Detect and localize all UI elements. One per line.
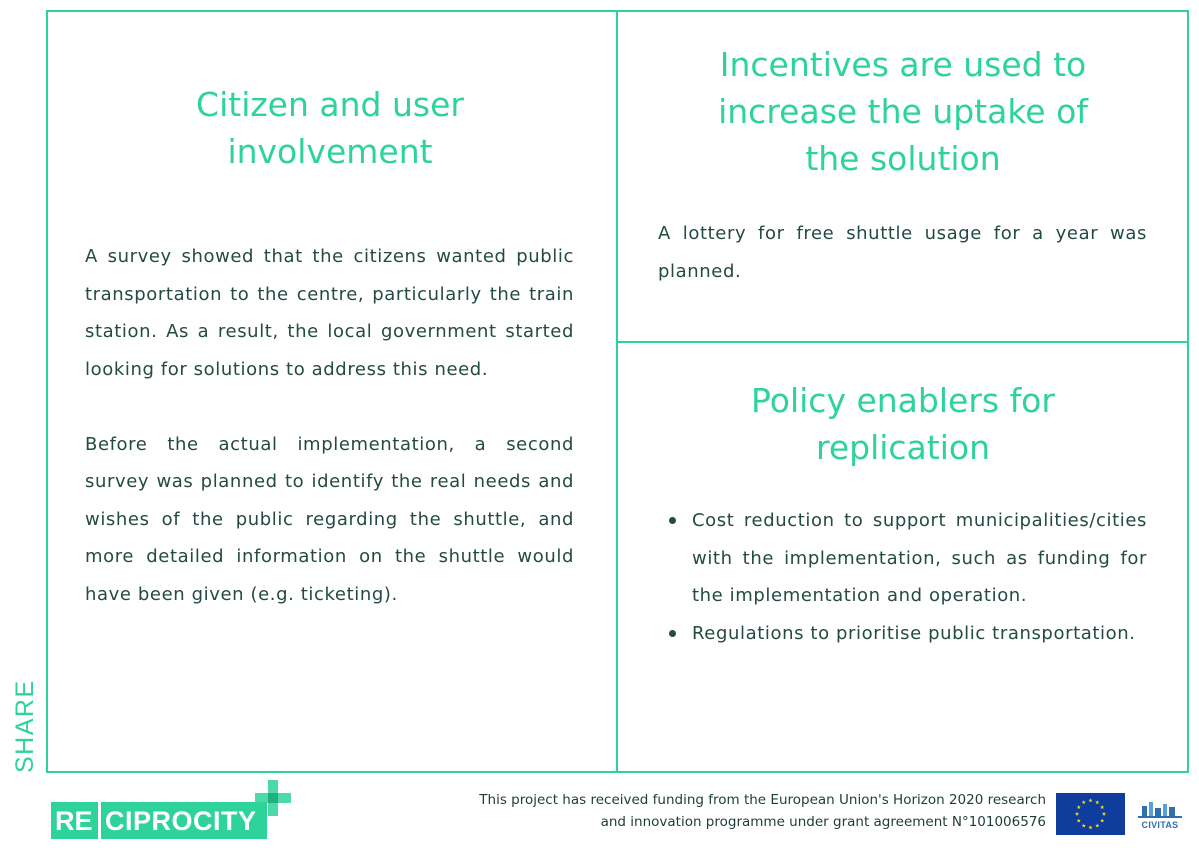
civitas-label: CIVITAS: [1141, 820, 1179, 830]
logo-suffix: CIPROCITY: [105, 806, 257, 836]
citizen-heading-line-1: Citizen and user: [196, 85, 464, 124]
incentives-paragraph: A lottery for free shuttle usage for a year was planned.: [658, 223, 1147, 282]
logo-divider: [98, 802, 101, 839]
policy-enablers-list: [659, 502, 1147, 652]
incentives-heading-line-1: Incentives are used to: [719, 45, 1087, 84]
incentives-heading-line-3: the solution: [805, 139, 1001, 178]
list-item: [659, 615, 1147, 653]
incentives-text: [658, 215, 1147, 290]
citizen-heading-line-2: involvement: [227, 132, 433, 171]
funding-line-1: This project has received funding from the European Union's Horizon 2020 research: [479, 792, 1046, 808]
row-divider: [616, 341, 1189, 343]
share-label: SHARE: [11, 679, 39, 773]
plus-icon: [255, 780, 291, 816]
logo-prefix: RE: [55, 806, 93, 836]
citizen-paragraph-2: Before the actual implementation, a second survey was planned to identify the real needs and wishes of the public regarding the shuttle, and more detailed information on the shuttle would have been given (e.g. ticketing).: [85, 433, 574, 605]
citizen-paragraph-1: A survey showed that the citizens wanted public transportation to the centre, particularly the train station. As a result, the local government started looking for solutions to address this need.: [85, 246, 574, 380]
citizen-involvement-text: [85, 238, 574, 613]
bullet-icon: [669, 630, 676, 637]
citizen-involvement-heading: [130, 81, 530, 175]
policy-bullet-1: Cost reduction to support municipalities/cities with the implementation, such as funding for the implementation and operation.: [692, 510, 1147, 606]
civitas-logo: [1134, 796, 1186, 836]
funding-line-2: and innovation programme under grant agreement N°101006576: [600, 814, 1046, 830]
incentives-heading: [655, 41, 1151, 182]
eu-flag-icon: [1056, 793, 1125, 835]
funding-statement: [479, 789, 1046, 833]
civitas-skyline-icon: [1134, 796, 1186, 818]
list-item: [659, 502, 1147, 615]
reciprocity-logo: [51, 780, 291, 840]
incentives-heading-line-2: increase the uptake of: [718, 92, 1088, 131]
column-divider: [616, 10, 618, 773]
bullet-icon: [669, 517, 676, 524]
policy-enablers-heading: [655, 377, 1151, 471]
policy-heading-line-1: Policy enablers for: [751, 381, 1055, 420]
policy-bullet-2: Regulations to prioritise public transportation.: [692, 622, 1136, 644]
policy-heading-line-2: replication: [815, 428, 990, 467]
